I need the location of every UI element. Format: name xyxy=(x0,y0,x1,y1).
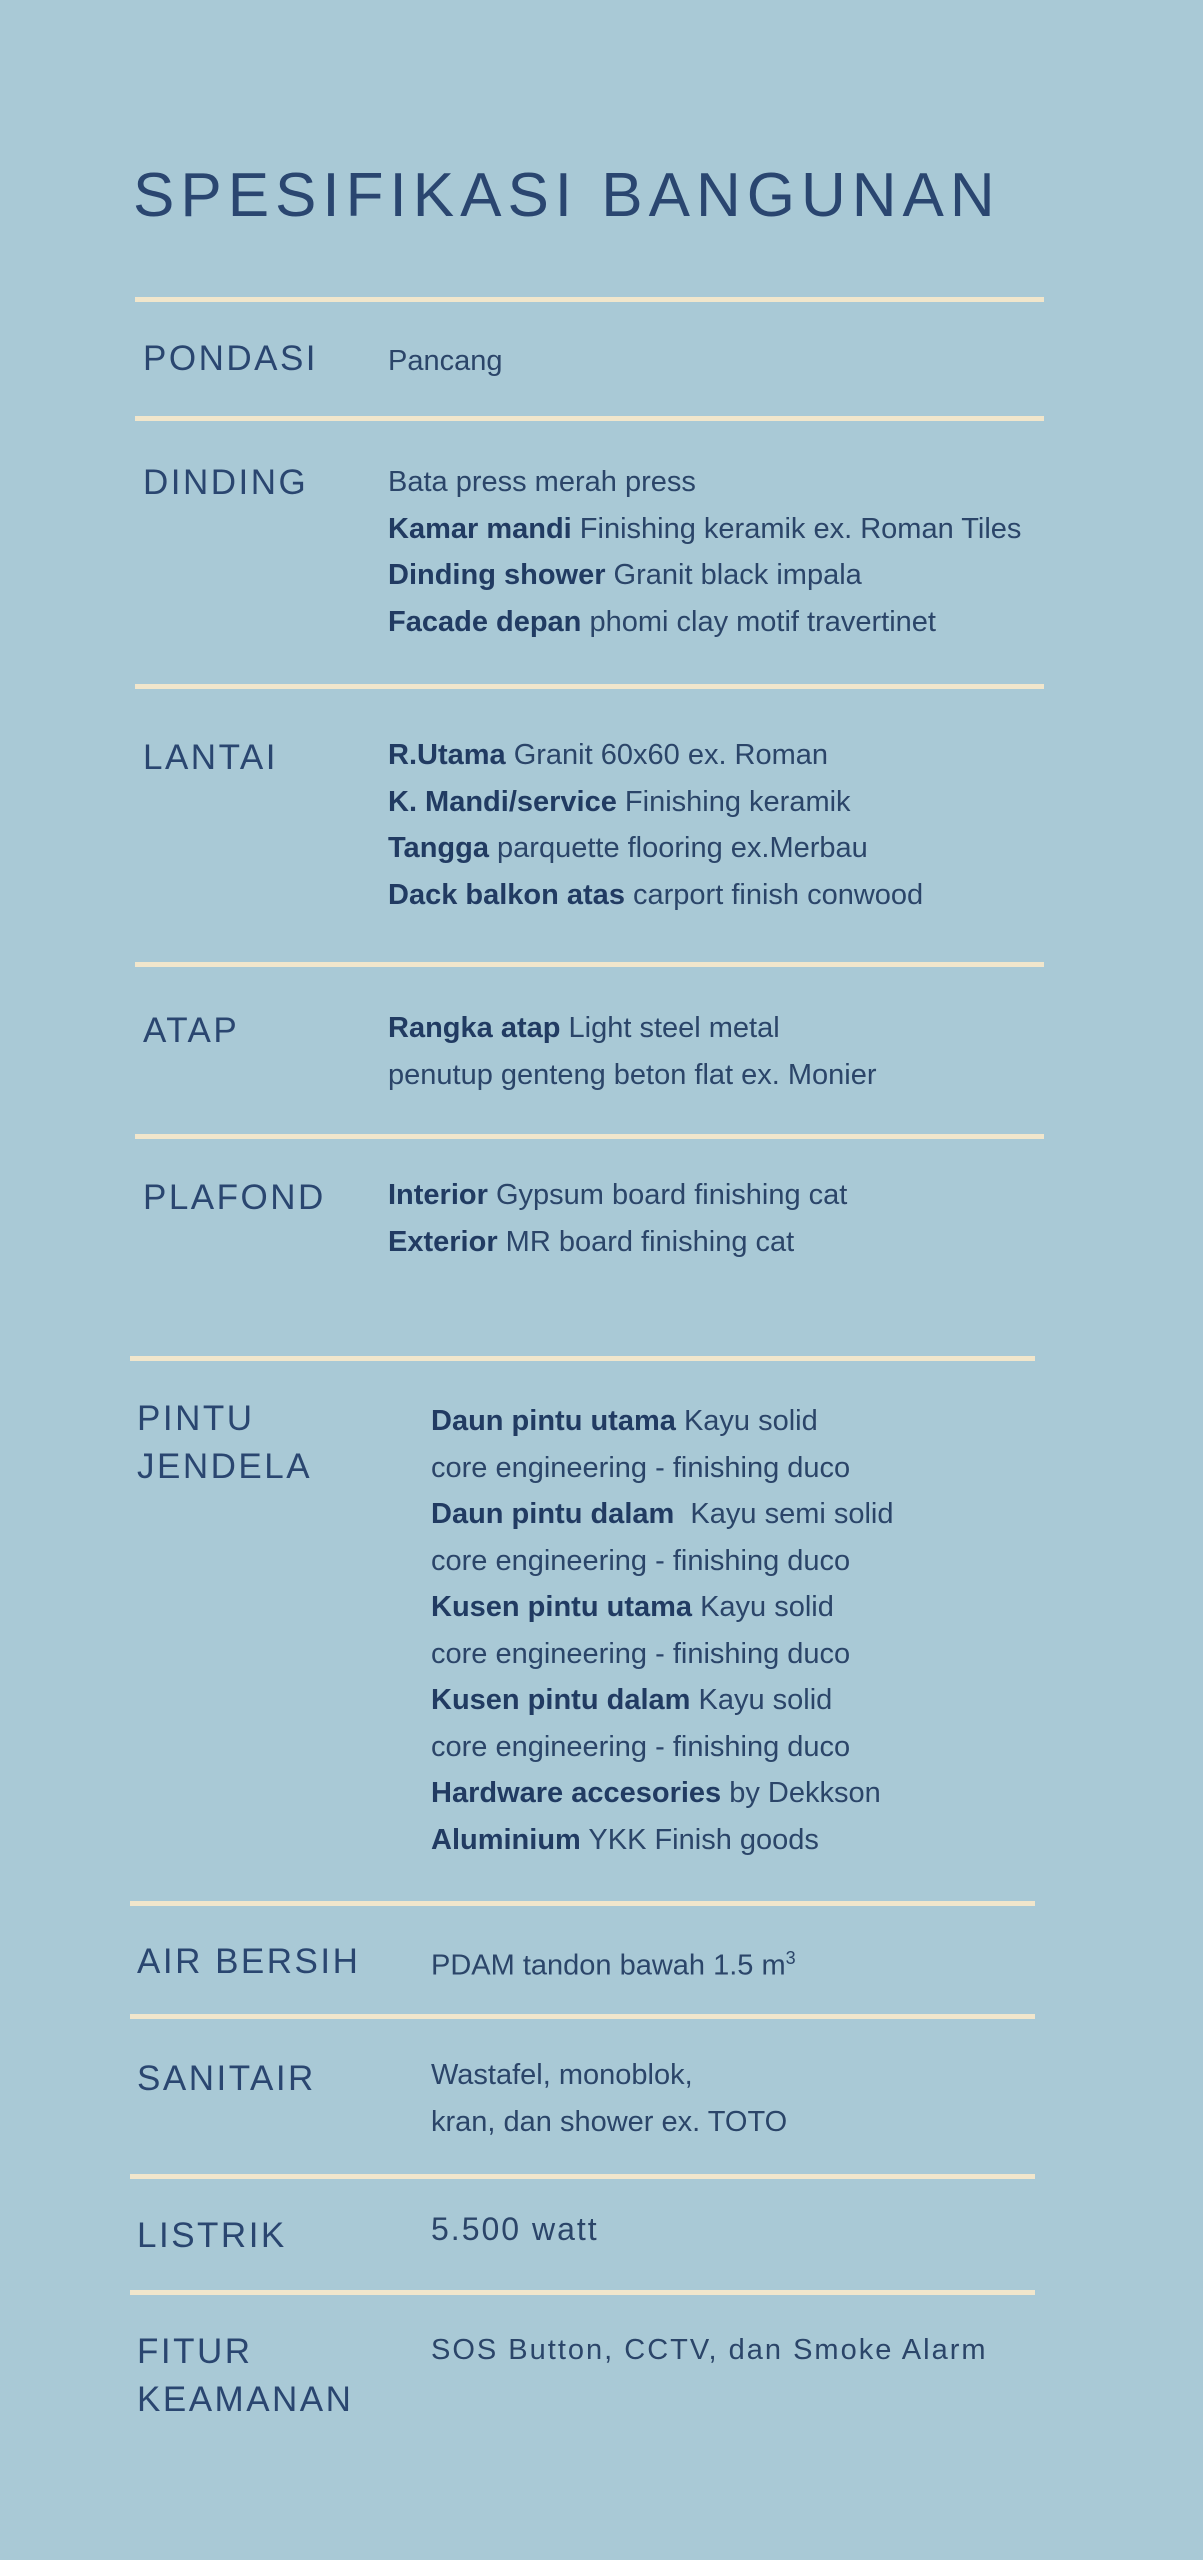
divider xyxy=(135,297,1044,302)
spec-line: Kusen pintu dalam Kayu solid xyxy=(431,1684,833,1716)
spec-label-dinding: DINDING xyxy=(143,463,309,502)
spec-line: core engineering - finishing duco xyxy=(431,1730,851,1763)
spec-line: Dack balkon atas carport finish conwood xyxy=(388,878,924,911)
spec-line: R.Utama Granit 60x60 ex. Roman xyxy=(388,739,829,771)
divider xyxy=(135,684,1044,689)
spec-label-listrik: LISTRIK xyxy=(137,2216,287,2255)
spec-line: Pancang xyxy=(388,345,503,377)
divider xyxy=(130,1356,1035,1361)
spec-label-atap: ATAP xyxy=(143,1011,240,1050)
spec-line: PDAM tandon bawah 1.5 m xyxy=(431,1949,786,1982)
spec-line: Exterior MR board finishing cat xyxy=(388,1225,795,1258)
divider xyxy=(130,2290,1035,2295)
spec-line: Kamar mandi Finishing keramik ex. Roman Tiles xyxy=(388,512,1022,545)
page-title: SPESIFIKASI BANGUNAN xyxy=(133,161,1001,230)
spec-label-pondasi: PONDASI xyxy=(143,339,319,378)
spec-label-air-bersih: AIR BERSIH xyxy=(137,1942,361,1981)
spec-line: core engineering - finishing duco xyxy=(431,1637,851,1670)
divider xyxy=(135,962,1044,967)
divider xyxy=(130,2174,1035,2179)
spec-line: Aluminium YKK Finish goods xyxy=(431,1823,819,1856)
divider xyxy=(130,1901,1035,1906)
spec-line: Dinding shower Granit black impala xyxy=(388,559,862,591)
spec-value-lantai xyxy=(388,732,923,918)
spec-line: Wastafel, monoblok, xyxy=(431,2059,693,2091)
spec-value-plafond xyxy=(388,1172,847,1265)
spec-line: Bata press merah press xyxy=(388,466,696,498)
divider xyxy=(135,1134,1044,1139)
spec-value-air-bersih xyxy=(431,1935,796,1989)
spec-line: kran, dan shower ex. TOTO xyxy=(431,2105,788,2138)
spec-label-line: PINTU xyxy=(137,1399,255,1438)
spec-label-lantai: LANTAI xyxy=(143,738,278,777)
spec-value-pintu-jendela xyxy=(431,1398,894,1863)
spec-label-sanitair: SANITAIR xyxy=(137,2059,316,2098)
spec-line: K. Mandi/service Finishing keramik xyxy=(388,785,851,818)
spec-line: Daun pintu utama Kayu solid xyxy=(431,1405,818,1437)
spec-line: core engineering - finishing duco xyxy=(431,1544,851,1577)
spec-label-line: FITUR xyxy=(137,2332,253,2371)
spec-label-line: KEAMANAN xyxy=(137,2380,354,2419)
spec-value-pondasi xyxy=(388,338,503,385)
divider xyxy=(135,416,1044,421)
divider xyxy=(130,2014,1035,2019)
spec-line: Interior Gypsum board finishing cat xyxy=(388,1179,848,1211)
spec-label-plafond: PLAFOND xyxy=(143,1178,326,1217)
spec-line: Tangga parquette flooring ex.Merbau xyxy=(388,832,868,864)
spec-label-fitur-keamanan xyxy=(137,2328,353,2424)
spec-line: Facade depan phomi clay motif travertinet xyxy=(388,605,936,638)
spec-line: penutup genteng beton flat ex. Monier xyxy=(388,1058,877,1091)
spec-value-sanitair xyxy=(431,2052,787,2145)
spec-value-dinding xyxy=(388,459,1021,645)
spec-label-pintu-jendela xyxy=(137,1395,312,1491)
spec-value-listrik: 5.500 watt xyxy=(431,2211,599,2247)
spec-line: Hardware accesories by Dekkson xyxy=(431,1777,881,1809)
spec-label-line: JENDELA xyxy=(137,1447,313,1486)
spec-line: Rangka atap Light steel metal xyxy=(388,1012,780,1044)
spec-value-atap xyxy=(388,1005,877,1098)
superscript: 3 xyxy=(785,1948,796,1968)
spec-line: Daun pintu dalam Kayu semi solid xyxy=(431,1498,894,1530)
spec-line: core engineering - finishing duco xyxy=(431,1451,851,1484)
spec-value-fitur-keamanan: SOS Button, CCTV, dan Smoke Alarm xyxy=(431,2334,988,2366)
spec-line: Kusen pintu utama Kayu solid xyxy=(431,1591,834,1623)
